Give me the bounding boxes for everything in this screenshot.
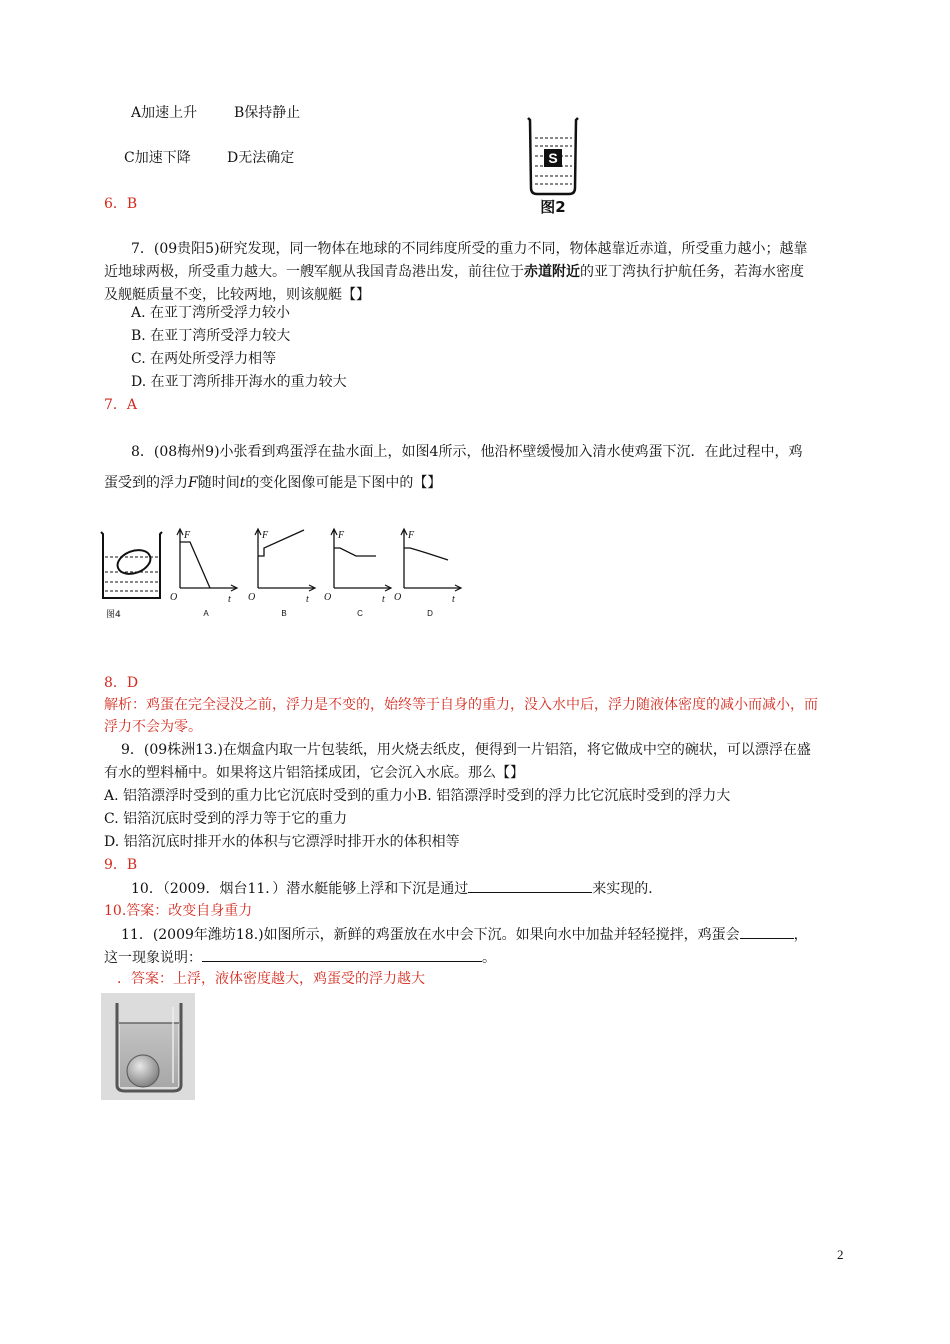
fig2-caption: 图2 <box>540 198 566 216</box>
graph-curve-c <box>334 548 376 556</box>
page-number: 2 <box>837 1247 844 1262</box>
q7-stem-line2: 近地球两极，所受重力越大。一艘军舰从我国青岛港出发，前往位于赤道附近的亚丁湾执行护航任务，若海水密度 <box>104 264 804 280</box>
graph-option-label: A <box>203 609 209 618</box>
graph-x-label: t <box>228 594 231 605</box>
q9-answer: 9．B <box>104 857 138 873</box>
graph-y-label: F <box>338 530 345 541</box>
q8-answer: 8．D <box>104 675 139 691</box>
q11-answer: ．答案：上浮，液体密度越大，鸡蛋受的浮力越大 <box>117 971 425 987</box>
q10-answer: 10.答案：改变自身重力 <box>104 903 253 919</box>
q7-option-a: A. 在亚丁湾所受浮力较小 <box>131 305 291 321</box>
q9-stem-line2: 有水的塑料桶中。如果将这片铝箔揉成团，它会沉入水底。那么【】 <box>104 765 524 781</box>
q8-analysis-line2: 浮力不会为零。 <box>104 719 202 735</box>
q6-option-b: B保持静止 <box>234 105 301 121</box>
graph-origin-label: O <box>324 592 332 603</box>
q10-blank <box>468 878 592 893</box>
graph-curve-a <box>180 542 210 588</box>
q7-option-c: C. 在两处所受浮力相等 <box>131 351 277 367</box>
q7-option-b: B. 在亚丁湾所受浮力较大 <box>131 328 291 344</box>
q11-stem-line2: 这一现象说明： 。 <box>104 947 496 968</box>
q9-option-d: D. 铝箔沉底时排开水的体积与它漂浮时排开水的体积相等 <box>104 834 460 850</box>
graph-y-label: F <box>184 530 191 541</box>
graph-option-label: D <box>427 609 433 618</box>
q7-stem-line3: 及舰艇质量不变，比较两地，则该舰艇【】 <box>104 287 370 303</box>
q9-stem-line1: 9．(09株洲13.)在烟盒内取一片包装纸，用火烧去纸皮，便得到一片铝箔，将它做成中空的碗状，可以漂浮在盛 <box>121 742 811 758</box>
graph-y-label: F <box>262 530 269 541</box>
q11-blank-2 <box>202 947 482 962</box>
fig2-letter: S <box>548 150 558 166</box>
q7-emphasis: 赤道附近 <box>524 264 580 280</box>
egg-in-water-photo <box>101 993 195 1100</box>
q9-option-c: C. 铝箔沉底时受到的浮力等于它的重力 <box>104 811 348 827</box>
graph-x-label: t <box>452 594 455 605</box>
graph-origin-label: O <box>170 592 178 603</box>
q11-blank-1 <box>740 924 794 939</box>
graph-y-label: F <box>408 530 415 541</box>
graph-origin-label: O <box>248 592 256 603</box>
graph-option-label: B <box>281 609 287 618</box>
q6-option-a: A加速上升 <box>131 105 198 121</box>
graph-x-label: t <box>306 594 309 605</box>
graph-origin-label: O <box>394 592 402 603</box>
q6-option-c: C加速下降 <box>124 150 191 166</box>
q6-answer: 6．B <box>104 196 138 212</box>
fig4-caption: 图4 <box>106 610 121 620</box>
q6-option-d: D无法确定 <box>227 150 295 166</box>
q9-option-ab: A. 铝箔漂浮时受到的重力比它沉底时受到的重力小B. 铝箔漂浮时受到的浮力比它沉底时受到的浮力大 <box>104 788 731 804</box>
q7-option-d: D. 在亚丁湾所排开海水的重力较大 <box>131 374 347 390</box>
graph-option-label: C <box>357 609 363 618</box>
graph-curve-d <box>404 548 448 560</box>
graph-x-label: t <box>382 594 385 605</box>
q7-stem-line1: 7．(09贵阳5)研究发现，同一物体在地球的不同纬度所受的重力不同，物体越靠近赤道，所受重力越小；越靠 <box>131 241 808 257</box>
q8-stem-line1: 8．(08梅州9)小张看到鸡蛋浮在盐水面上，如图4所示，他沿杯壁缓慢加入清水使鸡蛋下沉．在此过程中，鸡 <box>131 444 803 460</box>
q11-stem-line1: 11．(2009年潍坊18.)如图所示，新鲜的鸡蛋放在水中会下沉。如果向水中加盐并轻轻搅拌，鸡蛋会 ， <box>121 924 808 945</box>
egg-beaker-figure-4 <box>101 532 162 620</box>
beaker-figure-2 <box>522 112 584 216</box>
q8-analysis-line1: 解析：鸡蛋在完全浸没之前，浮力是不变的，始终等于自身的重力，没入水中后，浮力随液体密度的减小而减小，而 <box>104 697 818 713</box>
q8-stem-line2: 蛋受到的浮力F随时间t的变化图像可能是下图中的【】 <box>104 475 442 491</box>
q8-figure-row <box>98 526 468 622</box>
q10-stem: 10．（2009．烟台11．）潜水艇能够上浮和下沉是通过 来实现的． <box>131 878 662 899</box>
q7-answer: 7．A <box>104 397 138 413</box>
